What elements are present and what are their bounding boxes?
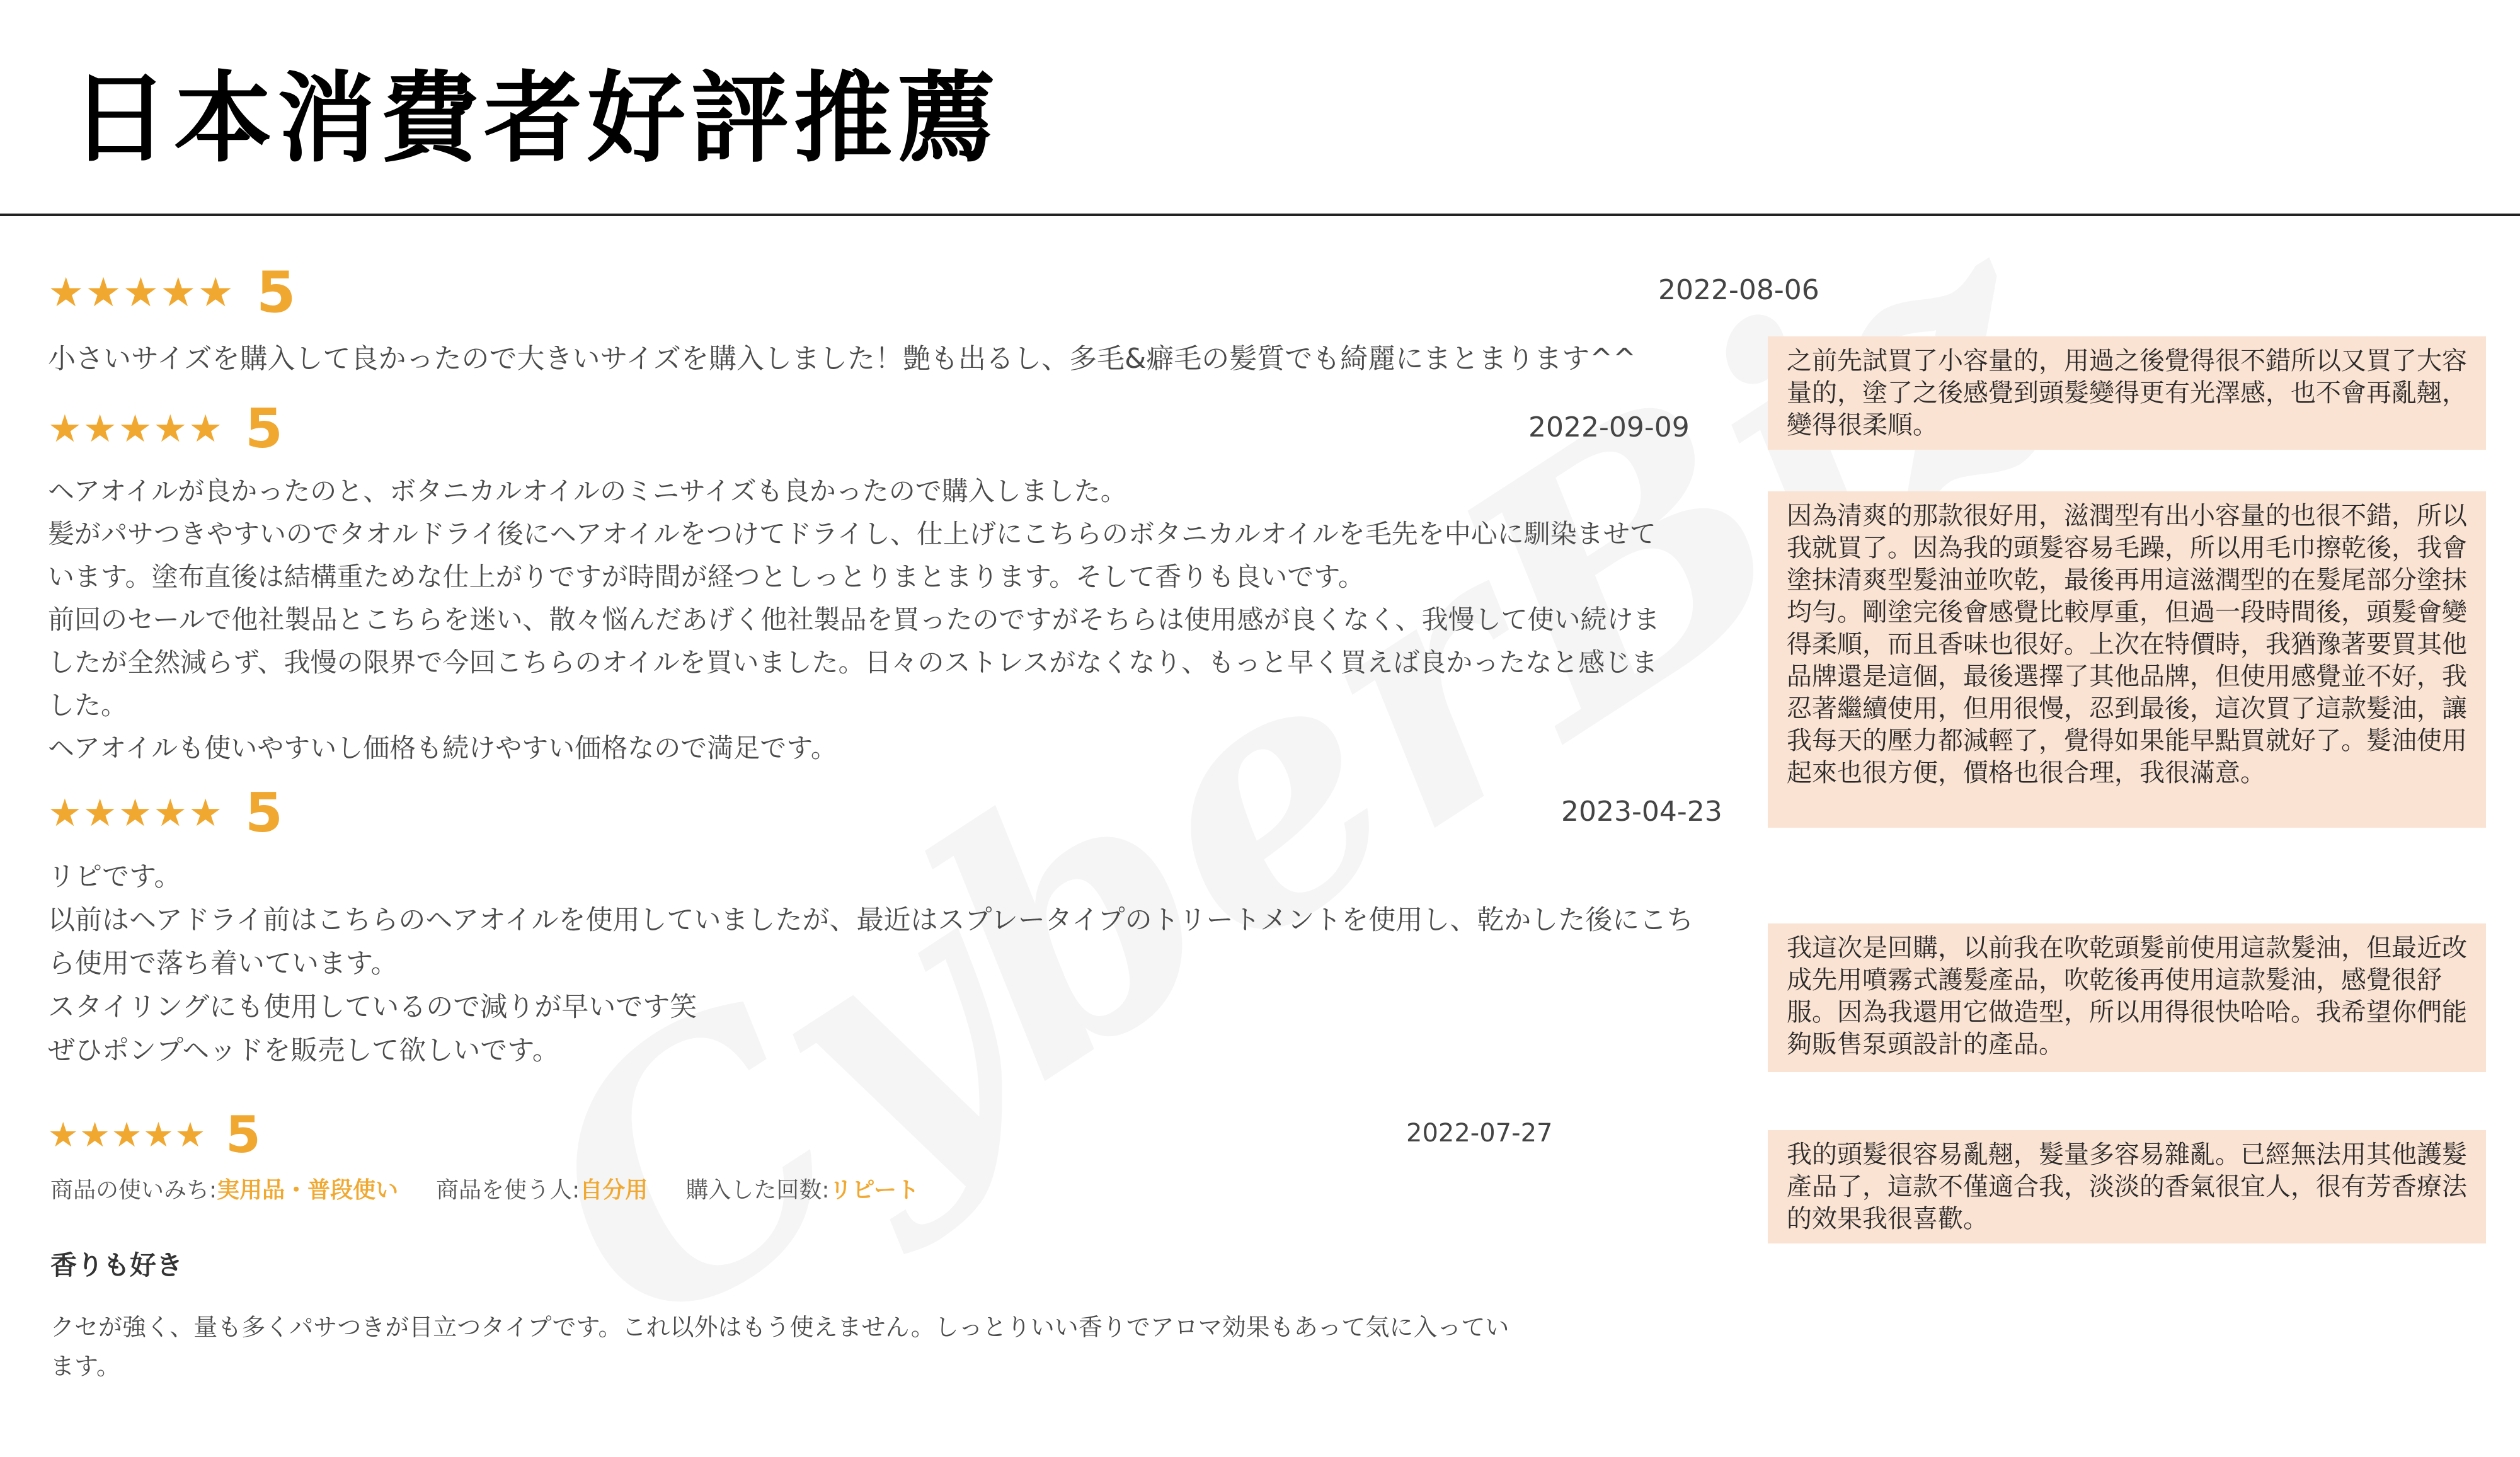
review-1-date: 2022-08-06 — [1658, 274, 1819, 306]
meta-value-usage: 実用品・普段使い — [217, 1177, 399, 1203]
review-3-date: 2023-04-23 — [1561, 796, 1722, 828]
review-1-text — [48, 339, 1636, 379]
star-icon: ★ — [197, 270, 234, 316]
review-text-line: 小さいサイズを購入して良かったので大きいサイズを購入しました！艶も出るし、多毛&癖毛の髪質でも綺麗にまとまります^^ — [48, 343, 1636, 375]
review-text-line: ら使用で落ち着いています。 — [48, 948, 398, 980]
review-text-line: ヘアオイルも使いやすいし価格も続けやすい価格なので満足です。 — [48, 733, 837, 763]
review-3-score: 5 — [244, 782, 283, 845]
review-text-line: 以前はヘアドライ前はこちらのヘアオイルを使用していましたが、最近はスプレータイプのトリートメントを使用し、乾かした後にこち — [48, 905, 1694, 936]
star-icon: ★ — [83, 791, 117, 835]
review-text-line: リピです。 — [48, 861, 181, 893]
star-icon: ★ — [188, 407, 222, 451]
review-3-text — [48, 855, 1693, 1073]
review-2-rating — [48, 397, 283, 460]
star-icon: ★ — [153, 407, 188, 451]
star-icon: ★ — [118, 407, 152, 451]
review-4-rating — [48, 1106, 261, 1164]
star-icon: ★ — [83, 407, 117, 451]
star-icon: ★ — [175, 1115, 206, 1155]
review-text-line: います。塗布直後は結構重ためな仕上がりですが時間が経つとしっとりまとまります。そして香りも良いです。 — [48, 561, 1365, 592]
star-icon: ★ — [111, 1115, 142, 1155]
star-icon: ★ — [48, 791, 82, 835]
review-4-translation: 我的頭髮很容易亂翹，髮量多容易雜亂。已經無法用其他護髮產品了，這款不僅適合我，淡淡的香氣很宜人，很有芳香療法的效果我很喜歡。 — [1768, 1130, 2486, 1243]
review-text-line: スタイリングにも使用しているので減りが早いです笑 — [48, 991, 697, 1023]
review-2-translation: 因為清爽的那款很好用，滋潤型有出小容量的也很不錯，所以我就買了。因為我的頭髮容易毛躁，所以用毛巾擦乾後，我會塗抹清爽型髮油並吹乾，最後再用這滋潤型的在髮尾部分塗抹均勻。剛塗完後會感覺比較厚重，但過一段時間後，頭髮會變得柔順，而且香味也很好。上次在特價時，我猶豫著要買其他品牌還是這個，最後選擇了其他品牌，但使用感覺並不好，我忍著繼續使用，但用很慢，忍到最後，這次買了這款髮油，讓我每天的壓力都減輕了，覺得如果能早點買就好了。髮油使用起來也很方便，價格也很合理，我很滿意。 — [1768, 491, 2486, 828]
meta-label-usage: 商品の使いみち: — [50, 1177, 217, 1203]
review-text-line: クセが強く、量も多くパサつきが目立つタイプです。これ以外はもう使えません。しっとりいい香りでアロマ効果もあって気に入ってい — [50, 1313, 1509, 1341]
star-icon: ★ — [143, 1115, 174, 1155]
review-2-score: 5 — [244, 397, 283, 460]
review-2-text — [48, 470, 1660, 770]
meta-value-purchase-count: リピート — [829, 1177, 920, 1203]
review-text-line: ヘアオイルが良かったのと、ボタニカルオイルのミニサイズも良かったので購入しました。 — [48, 476, 1127, 506]
review-text-line: 前回のセールで他社製品とこちらを迷い、散々悩んだあげく他社製品を買ったのですがそちらは使用感が良くなく、我慢して使い続けま — [48, 604, 1660, 635]
review-text-line: したが全然減らず、我慢の限界で今回こちらのオイルを買いました。日々のストレスがなくなり、もっと早く買えば良かったなと感じま — [48, 647, 1658, 678]
review-4-score: 5 — [226, 1106, 261, 1164]
review-text-line: 髪がパサつきやすいのでタオルドライ後にヘアオイルをつけてドライし、仕上げにこちらのボタニカルオイルを毛先を中心に馴染ませて — [48, 518, 1656, 549]
star-icon: ★ — [122, 270, 159, 316]
header-divider — [0, 214, 2520, 216]
review-1-rating — [48, 260, 296, 326]
review-4-meta — [50, 1177, 919, 1204]
star-icon: ★ — [160, 270, 197, 316]
review-3-rating — [48, 782, 283, 845]
star-icon: ★ — [85, 270, 122, 316]
star-icon: ★ — [79, 1115, 110, 1155]
review-2-date: 2022-09-09 — [1528, 411, 1690, 443]
review-3-translation: 我這次是回購，以前我在吹乾頭髮前使用這款髮油，但最近改成先用噴霧式護髮產品，吹乾後再使用這款髮油，感覺很舒服。因為我還用它做造型，所以用得很快哈哈。我希望你們能夠販售泵頭設計的產品。 — [1768, 923, 2486, 1072]
star-icon: ★ — [48, 1115, 79, 1155]
star-icon: ★ — [188, 791, 222, 835]
review-1-translation: 之前先試買了小容量的，用過之後覺得很不錯所以又買了大容量的，塗了之後感覺到頭髮變得更有光澤感，也不會再亂翹，變得很柔順。 — [1768, 336, 2486, 450]
review-4-headline: 香りも好き — [50, 1250, 183, 1281]
review-4-date: 2022-07-27 — [1406, 1119, 1553, 1148]
star-icon: ★ — [118, 791, 152, 835]
meta-label-user: 商品を使う人: — [436, 1177, 580, 1203]
page-title: 日本消費者好評推薦 — [71, 61, 1000, 176]
review-text-line: ます。 — [50, 1352, 120, 1380]
meta-label-purchase-count: 購入した回数: — [685, 1177, 830, 1203]
review-1-score: 5 — [256, 260, 296, 326]
star-icon: ★ — [48, 407, 82, 451]
star-icon: ★ — [48, 270, 84, 316]
star-icon: ★ — [153, 791, 188, 835]
meta-value-user: 自分用 — [580, 1177, 648, 1203]
review-text-line: した。 — [48, 690, 128, 721]
review-4-text — [50, 1308, 1509, 1386]
review-text-line: ぜひポンプヘッドを販売して欲しいです。 — [48, 1035, 559, 1066]
